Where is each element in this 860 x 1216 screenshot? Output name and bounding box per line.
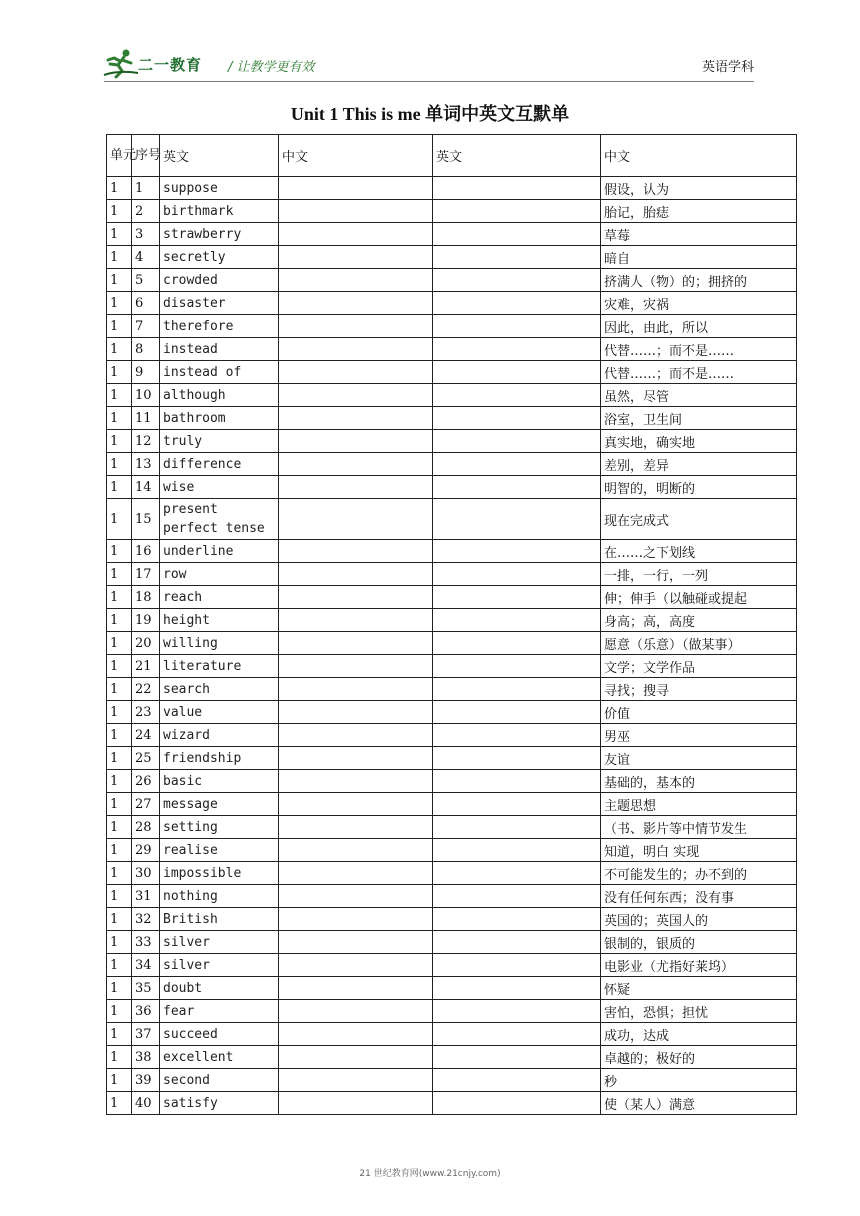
seq-cell: 34	[132, 954, 160, 977]
english-answer-cell	[433, 476, 601, 499]
chinese-meaning-cell: 现在完成式	[601, 499, 797, 540]
unit-cell: 1	[107, 269, 132, 292]
english-word-cell: although	[160, 384, 279, 407]
table-row	[107, 361, 797, 384]
english-answer-cell	[433, 384, 601, 407]
page-footer: 21 世纪教育网(www.21cnjy.com)	[359, 1169, 501, 1179]
unit-cell: 1	[107, 954, 132, 977]
unit-cell: 1	[107, 655, 132, 678]
table-row	[107, 200, 797, 223]
english-word-cell: impossible	[160, 862, 279, 885]
chinese-answer-cell	[279, 885, 433, 908]
chinese-answer-cell	[279, 563, 433, 586]
english-answer-cell	[433, 701, 601, 724]
chinese-meaning-cell: 愿意（乐意）（做某事）	[601, 632, 797, 655]
chinese-answer-cell	[279, 931, 433, 954]
english-answer-cell	[433, 885, 601, 908]
english-word-cell: strawberry	[160, 223, 279, 246]
english-answer-cell	[433, 655, 601, 678]
logo-text: 二一教育	[138, 56, 203, 74]
english-word-cell: truly	[160, 430, 279, 453]
chinese-answer-cell	[279, 430, 433, 453]
chinese-answer-cell	[279, 177, 433, 200]
table-row	[107, 655, 797, 678]
seq-cell: 17	[132, 563, 160, 586]
english-answer-cell	[433, 747, 601, 770]
chinese-answer-cell	[279, 1046, 433, 1069]
seq-cell: 39	[132, 1069, 160, 1092]
unit-cell: 1	[107, 839, 132, 862]
unit-cell: 1	[107, 632, 132, 655]
table-row	[107, 678, 797, 701]
chinese-answer-cell	[279, 1069, 433, 1092]
chinese-meaning-cell: 文学；文学作品	[601, 655, 797, 678]
chinese-meaning-cell: 卓越的；极好的	[601, 1046, 797, 1069]
table-row	[107, 724, 797, 747]
seq-cell: 22	[132, 678, 160, 701]
table-row	[107, 292, 797, 315]
unit-cell: 1	[107, 1000, 132, 1023]
chinese-answer-cell	[279, 678, 433, 701]
english-word-cell: search	[160, 678, 279, 701]
seq-cell: 5	[132, 269, 160, 292]
table-row	[107, 1023, 797, 1046]
table-row	[107, 315, 797, 338]
unit-cell: 1	[107, 430, 132, 453]
seq-cell: 35	[132, 977, 160, 1000]
english-answer-cell	[433, 269, 601, 292]
seq-cell: 20	[132, 632, 160, 655]
chinese-answer-cell	[279, 655, 433, 678]
english-answer-cell	[433, 724, 601, 747]
english-word-cell: present perfect tense	[160, 499, 279, 540]
seq-cell: 28	[132, 816, 160, 839]
unit-cell: 1	[107, 476, 132, 499]
table-row	[107, 862, 797, 885]
chinese-meaning-cell: 灾难，灾祸	[601, 292, 797, 315]
chinese-meaning-cell: 知道，明白 实现	[601, 839, 797, 862]
chinese-answer-cell	[279, 338, 433, 361]
chinese-meaning-cell: 电影业（尤指好莱坞）	[601, 954, 797, 977]
chinese-meaning-cell: 害怕，恐惧；担忧	[601, 1000, 797, 1023]
seq-cell: 29	[132, 839, 160, 862]
unit-cell: 1	[107, 407, 132, 430]
unit-cell: 1	[107, 338, 132, 361]
seq-cell: 14	[132, 476, 160, 499]
seq-cell: 6	[132, 292, 160, 315]
seq-cell: 36	[132, 1000, 160, 1023]
english-word-cell: willing	[160, 632, 279, 655]
chinese-meaning-cell: 伸；伸手（以触碰或提起	[601, 586, 797, 609]
seq-cell: 16	[132, 540, 160, 563]
table-row	[107, 1069, 797, 1092]
seq-cell: 40	[132, 1092, 160, 1115]
seq-cell: 32	[132, 908, 160, 931]
seq-cell: 12	[132, 430, 160, 453]
english-answer-cell	[433, 977, 601, 1000]
english-word-cell: excellent	[160, 1046, 279, 1069]
chinese-answer-cell	[279, 1092, 433, 1115]
chinese-meaning-cell: 主题思想	[601, 793, 797, 816]
chinese-meaning-cell: 基础的，基本的	[601, 770, 797, 793]
english-answer-cell	[433, 540, 601, 563]
english-answer-cell	[433, 816, 601, 839]
chinese-answer-cell	[279, 407, 433, 430]
chinese-answer-cell	[279, 223, 433, 246]
table-row	[107, 430, 797, 453]
table-row	[107, 246, 797, 269]
english-word-cell: succeed	[160, 1023, 279, 1046]
chinese-answer-cell	[279, 954, 433, 977]
english-answer-cell	[433, 678, 601, 701]
seq-cell: 30	[132, 862, 160, 885]
seq-cell: 7	[132, 315, 160, 338]
chinese-meaning-cell: 男巫	[601, 724, 797, 747]
english-word-cell: second	[160, 1069, 279, 1092]
chinese-meaning-cell: 身高；高，高度	[601, 609, 797, 632]
chinese-answer-cell	[279, 609, 433, 632]
seq-cell: 19	[132, 609, 160, 632]
english-answer-cell	[433, 407, 601, 430]
chinese-meaning-cell: 代替……；而不是……	[601, 361, 797, 384]
seq-cell: 24	[132, 724, 160, 747]
chinese-meaning-cell: 虽然，尽管	[601, 384, 797, 407]
english-word-cell: basic	[160, 770, 279, 793]
english-answer-cell	[433, 1023, 601, 1046]
english-answer-cell	[433, 292, 601, 315]
chinese-answer-cell	[279, 977, 433, 1000]
table-row	[107, 563, 797, 586]
chinese-answer-cell	[279, 770, 433, 793]
table-row	[107, 540, 797, 563]
chinese-meaning-cell: 银制的，银质的	[601, 931, 797, 954]
seq-cell: 21	[132, 655, 160, 678]
english-answer-cell	[433, 223, 601, 246]
unit-cell: 1	[107, 770, 132, 793]
seq-cell: 37	[132, 1023, 160, 1046]
unit-cell: 1	[107, 586, 132, 609]
english-answer-cell	[433, 246, 601, 269]
english-word-cell: birthmark	[160, 200, 279, 223]
seq-cell: 2	[132, 200, 160, 223]
seq-cell: 11	[132, 407, 160, 430]
unit-cell: 1	[107, 1023, 132, 1046]
chinese-meaning-cell: 差别，差异	[601, 453, 797, 476]
chinese-meaning-cell: 挤满人（物）的；拥挤的	[601, 269, 797, 292]
english-word-cell: suppose	[160, 177, 279, 200]
chinese-meaning-cell: 价值	[601, 701, 797, 724]
seq-cell: 8	[132, 338, 160, 361]
unit-cell: 1	[107, 384, 132, 407]
table-row	[107, 770, 797, 793]
runner-logo-icon	[104, 48, 140, 78]
chinese-meaning-cell: 因此，由此，所以	[601, 315, 797, 338]
english-answer-cell	[433, 430, 601, 453]
table-row	[107, 407, 797, 430]
english-word-cell: underline	[160, 540, 279, 563]
english-word-cell: height	[160, 609, 279, 632]
table-row	[107, 1046, 797, 1069]
chinese-meaning-cell: 寻找；搜寻	[601, 678, 797, 701]
table-row	[107, 793, 797, 816]
english-answer-cell	[433, 839, 601, 862]
english-answer-cell	[433, 1000, 601, 1023]
english-word-cell: difference	[160, 453, 279, 476]
english-word-cell: row	[160, 563, 279, 586]
english-answer-cell	[433, 770, 601, 793]
english-word-cell: nothing	[160, 885, 279, 908]
chinese-answer-cell	[279, 701, 433, 724]
chinese-meaning-cell: 英国的；英国人的	[601, 908, 797, 931]
chinese-meaning-cell: 使（某人）满意	[601, 1092, 797, 1115]
unit-cell: 1	[107, 177, 132, 200]
chinese-meaning-cell: 真实地，确实地	[601, 430, 797, 453]
logo	[104, 48, 216, 80]
chinese-answer-cell	[279, 540, 433, 563]
table-row	[107, 931, 797, 954]
seq-cell: 33	[132, 931, 160, 954]
unit-cell: 1	[107, 885, 132, 908]
chinese-answer-cell	[279, 816, 433, 839]
chinese-meaning-cell: 成功，达成	[601, 1023, 797, 1046]
seq-cell: 4	[132, 246, 160, 269]
unit-cell: 1	[107, 701, 132, 724]
header-divider	[104, 81, 754, 82]
english-answer-cell	[433, 609, 601, 632]
chinese-meaning-cell: 明智的，明断的	[601, 476, 797, 499]
english-word-cell: instead	[160, 338, 279, 361]
chinese-meaning-cell: 不可能发生的；办不到的	[601, 862, 797, 885]
table-row	[107, 632, 797, 655]
chinese-meaning-cell: 暗自	[601, 246, 797, 269]
unit-cell: 1	[107, 540, 132, 563]
english-answer-cell	[433, 1046, 601, 1069]
chinese-answer-cell	[279, 632, 433, 655]
unit-cell: 1	[107, 315, 132, 338]
english-word-cell: doubt	[160, 977, 279, 1000]
chinese-meaning-cell: 友谊	[601, 747, 797, 770]
english-word-cell: British	[160, 908, 279, 931]
table-row	[107, 338, 797, 361]
unit-cell: 1	[107, 292, 132, 315]
unit-cell: 1	[107, 1046, 132, 1069]
page-title: Unit 1 This is me 单词中英文互默单	[290, 104, 570, 124]
english-answer-cell	[433, 931, 601, 954]
table-row	[107, 177, 797, 200]
chinese-meaning-cell: 胎记，胎痣	[601, 200, 797, 223]
table-row	[107, 908, 797, 931]
header-chinese-2: 中文	[601, 135, 797, 177]
table-row	[107, 609, 797, 632]
english-word-cell: setting	[160, 816, 279, 839]
chinese-meaning-cell: 一排，一行，一列	[601, 563, 797, 586]
unit-cell: 1	[107, 499, 132, 540]
english-word-cell: value	[160, 701, 279, 724]
chinese-meaning-cell: （书、影片等中情节发生	[601, 816, 797, 839]
english-word-cell: friendship	[160, 747, 279, 770]
unit-cell: 1	[107, 724, 132, 747]
chinese-meaning-cell: 没有任何东西；没有事	[601, 885, 797, 908]
english-answer-cell	[433, 200, 601, 223]
table-row	[107, 1000, 797, 1023]
english-word-cell: reach	[160, 586, 279, 609]
unit-cell: 1	[107, 747, 132, 770]
unit-cell: 1	[107, 1092, 132, 1115]
chinese-answer-cell	[279, 476, 433, 499]
chinese-answer-cell	[279, 361, 433, 384]
chinese-answer-cell	[279, 1023, 433, 1046]
english-answer-cell	[433, 453, 601, 476]
unit-cell: 1	[107, 361, 132, 384]
english-word-cell: silver	[160, 954, 279, 977]
english-word-cell: wizard	[160, 724, 279, 747]
english-answer-cell	[433, 793, 601, 816]
chinese-meaning-cell: 浴室，卫生间	[601, 407, 797, 430]
chinese-meaning-cell: 代替……；而不是……	[601, 338, 797, 361]
english-word-cell: realise	[160, 839, 279, 862]
seq-cell: 38	[132, 1046, 160, 1069]
chinese-answer-cell	[279, 1000, 433, 1023]
chinese-answer-cell	[279, 586, 433, 609]
table-row	[107, 223, 797, 246]
english-answer-cell	[433, 338, 601, 361]
english-word-cell: bathroom	[160, 407, 279, 430]
table-row	[107, 701, 797, 724]
unit-cell: 1	[107, 816, 132, 839]
english-word-cell: message	[160, 793, 279, 816]
seq-cell: 9	[132, 361, 160, 384]
unit-cell: 1	[107, 246, 132, 269]
unit-cell: 1	[107, 908, 132, 931]
chinese-meaning-cell: 假设，认为	[601, 177, 797, 200]
english-word-cell: silver	[160, 931, 279, 954]
english-answer-cell	[433, 862, 601, 885]
table-row	[107, 384, 797, 407]
table-row	[107, 954, 797, 977]
seq-cell: 13	[132, 453, 160, 476]
english-answer-cell	[433, 315, 601, 338]
chinese-answer-cell	[279, 839, 433, 862]
table-row	[107, 977, 797, 1000]
chinese-answer-cell	[279, 384, 433, 407]
table-row	[107, 269, 797, 292]
chinese-answer-cell	[279, 453, 433, 476]
english-word-cell: disaster	[160, 292, 279, 315]
header-chinese-1: 中文	[279, 135, 433, 177]
english-word-cell: fear	[160, 1000, 279, 1023]
chinese-meaning-cell: 怀疑	[601, 977, 797, 1000]
english-answer-cell	[433, 177, 601, 200]
english-answer-cell	[433, 499, 601, 540]
chinese-answer-cell	[279, 315, 433, 338]
unit-cell: 1	[107, 793, 132, 816]
table-row	[107, 586, 797, 609]
english-answer-cell	[433, 586, 601, 609]
table-row	[107, 839, 797, 862]
header-seq: 序号	[132, 135, 160, 177]
table-row	[107, 1092, 797, 1115]
table-header-row	[107, 135, 797, 177]
chinese-answer-cell	[279, 200, 433, 223]
unit-cell: 1	[107, 678, 132, 701]
vocabulary-table	[106, 134, 797, 1115]
seq-cell: 1	[132, 177, 160, 200]
table-row	[107, 453, 797, 476]
unit-cell: 1	[107, 931, 132, 954]
chinese-answer-cell	[279, 269, 433, 292]
unit-cell: 1	[107, 1069, 132, 1092]
chinese-answer-cell	[279, 499, 433, 540]
table-row	[107, 476, 797, 499]
english-answer-cell	[433, 1069, 601, 1092]
header-unit: 单元	[107, 135, 132, 177]
english-answer-cell	[433, 1092, 601, 1115]
table-row	[107, 885, 797, 908]
english-answer-cell	[433, 954, 601, 977]
seq-cell: 10	[132, 384, 160, 407]
unit-cell: 1	[107, 977, 132, 1000]
english-word-cell: instead of	[160, 361, 279, 384]
seq-cell: 25	[132, 747, 160, 770]
header-english-2: 英文	[433, 135, 601, 177]
subject-label: 英语学科	[701, 60, 754, 75]
chinese-answer-cell	[279, 793, 433, 816]
unit-cell: 1	[107, 862, 132, 885]
english-word-cell: crowded	[160, 269, 279, 292]
page-header	[104, 48, 754, 82]
unit-cell: 1	[107, 453, 132, 476]
chinese-answer-cell	[279, 908, 433, 931]
english-word-cell: wise	[160, 476, 279, 499]
chinese-meaning-cell: 草莓	[601, 223, 797, 246]
table-row	[107, 816, 797, 839]
seq-cell: 18	[132, 586, 160, 609]
chinese-answer-cell	[279, 862, 433, 885]
header-english-1: 英文	[160, 135, 279, 177]
slogan: / 让教学更有效	[228, 60, 315, 75]
english-word-cell: secretly	[160, 246, 279, 269]
english-answer-cell	[433, 361, 601, 384]
seq-cell: 27	[132, 793, 160, 816]
seq-cell: 3	[132, 223, 160, 246]
chinese-answer-cell	[279, 747, 433, 770]
seq-cell: 31	[132, 885, 160, 908]
seq-cell: 23	[132, 701, 160, 724]
chinese-meaning-cell: 在……之下划线	[601, 540, 797, 563]
table-row	[107, 499, 797, 540]
chinese-answer-cell	[279, 292, 433, 315]
english-answer-cell	[433, 908, 601, 931]
unit-cell: 1	[107, 563, 132, 586]
unit-cell: 1	[107, 200, 132, 223]
chinese-meaning-cell: 秒	[601, 1069, 797, 1092]
english-word-cell: satisfy	[160, 1092, 279, 1115]
table-row	[107, 747, 797, 770]
chinese-answer-cell	[279, 724, 433, 747]
english-word-cell: literature	[160, 655, 279, 678]
seq-cell: 15	[132, 499, 160, 540]
english-word-cell: therefore	[160, 315, 279, 338]
english-answer-cell	[433, 632, 601, 655]
chinese-answer-cell	[279, 246, 433, 269]
english-answer-cell	[433, 563, 601, 586]
unit-cell: 1	[107, 223, 132, 246]
seq-cell: 26	[132, 770, 160, 793]
unit-cell: 1	[107, 609, 132, 632]
